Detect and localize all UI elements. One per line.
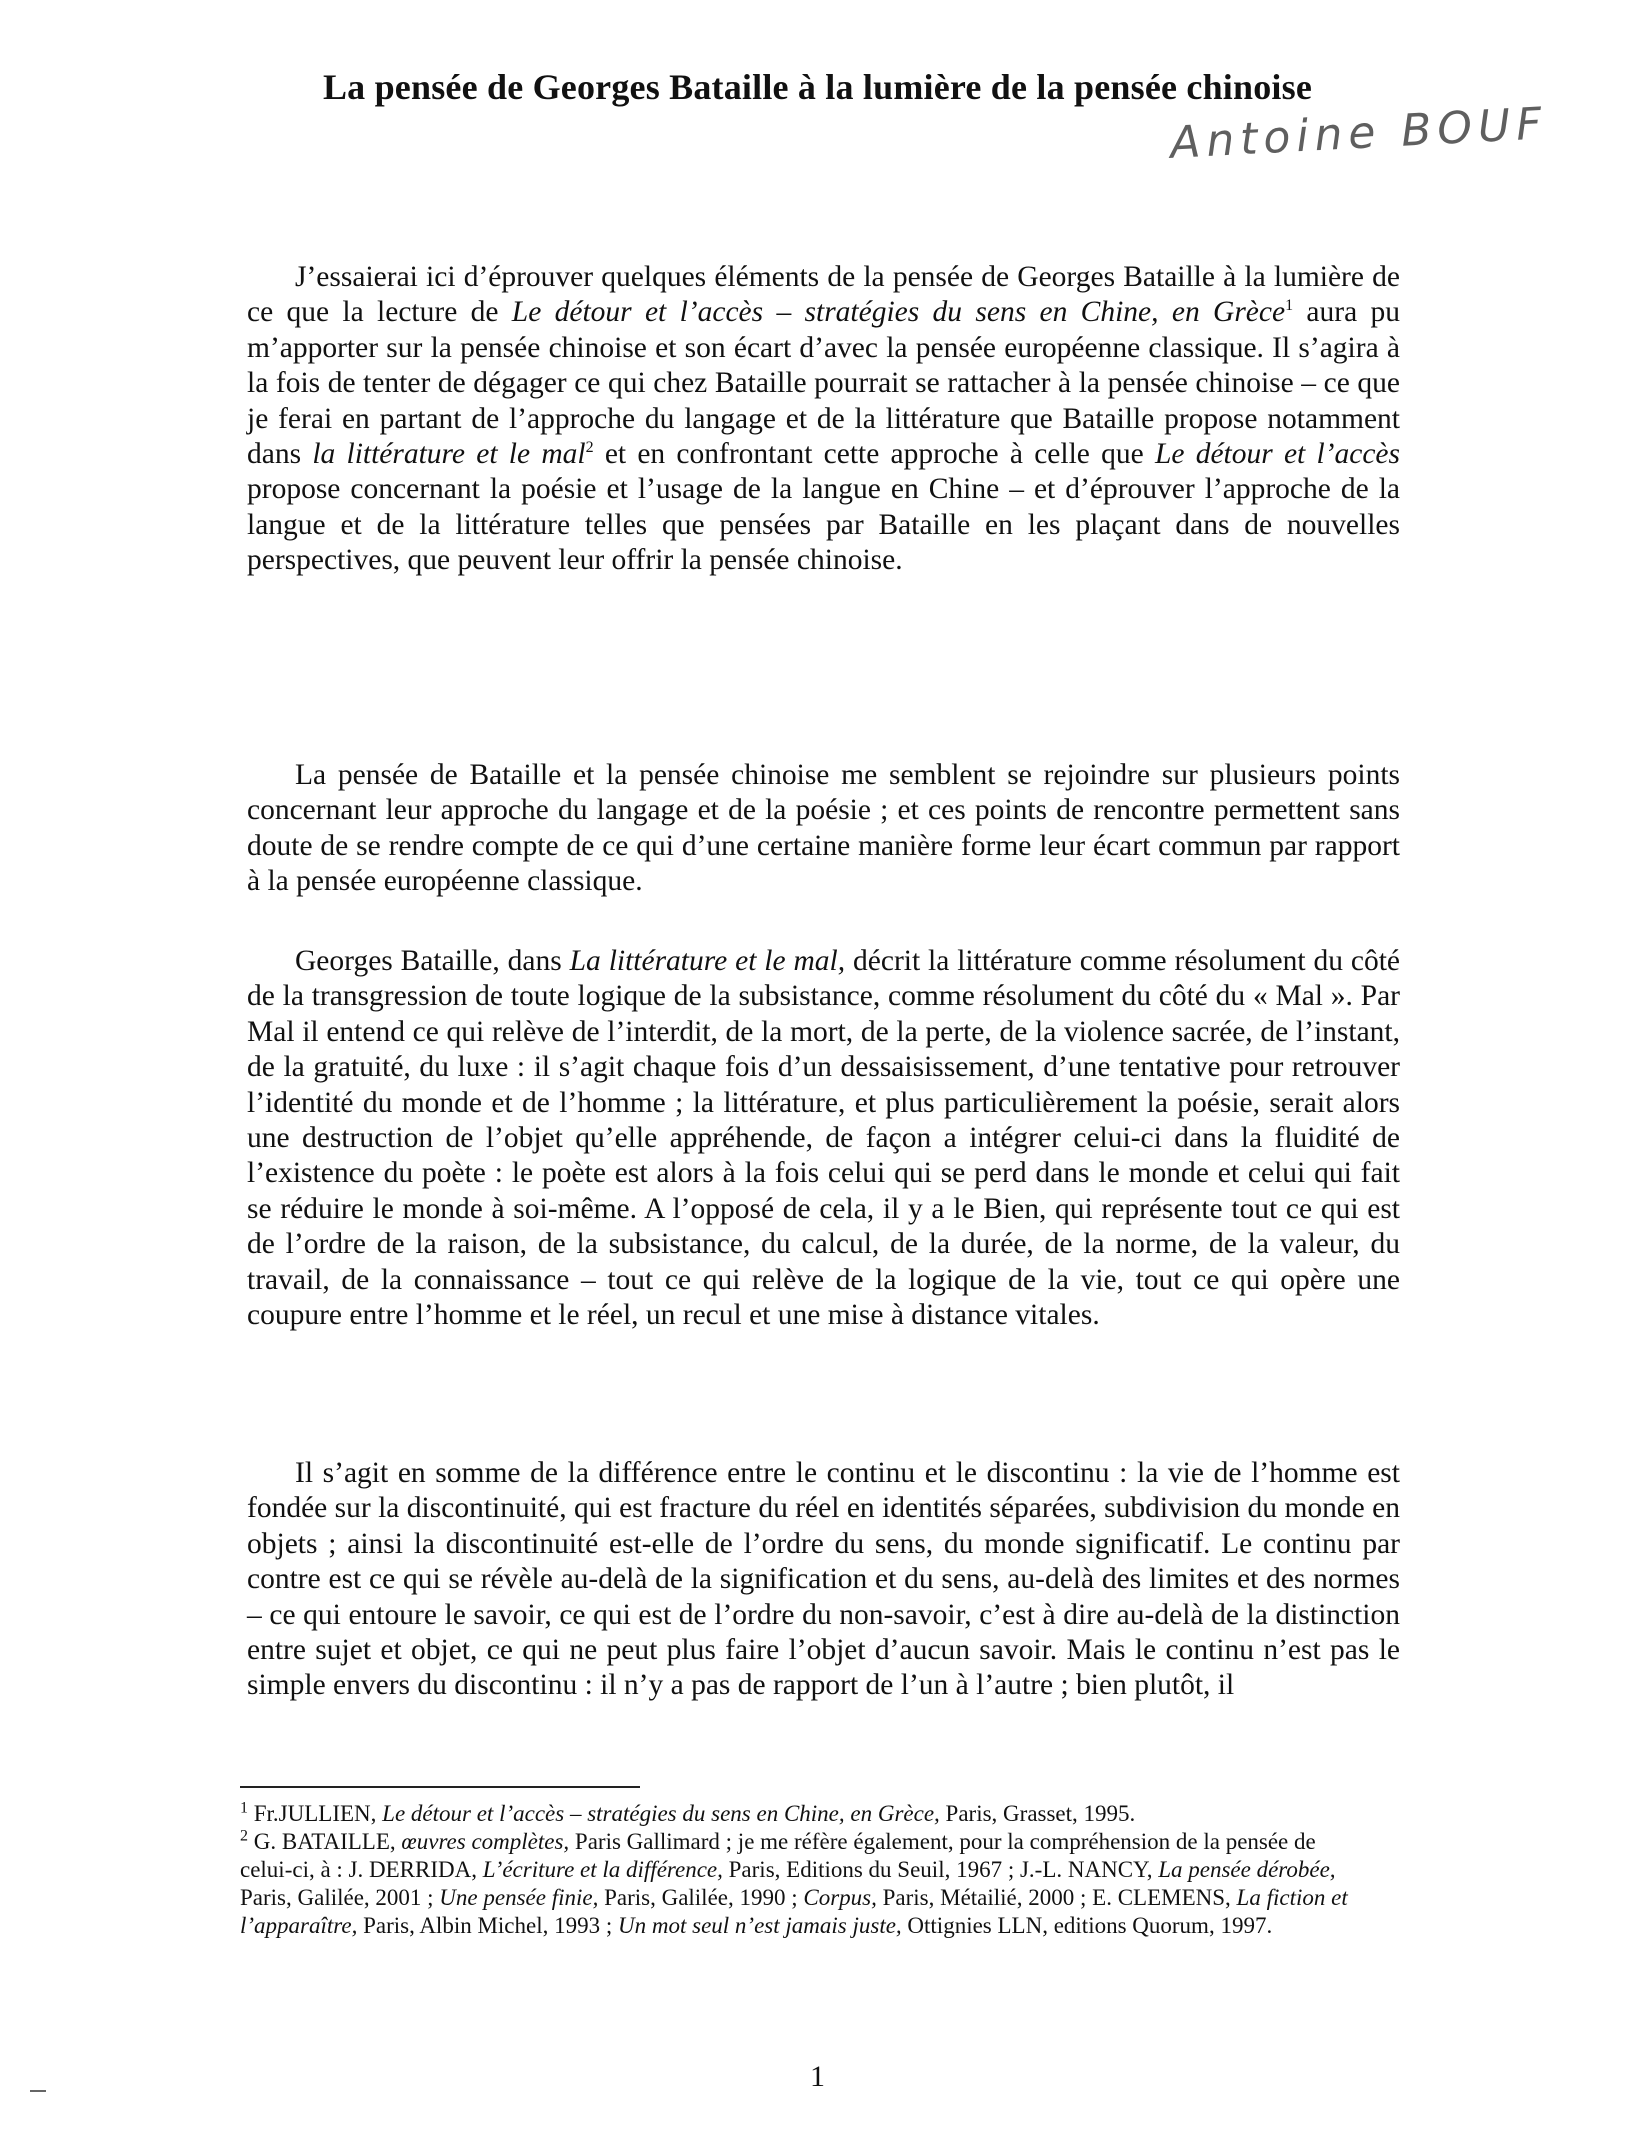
footnote-ref-1: 1 <box>1285 297 1294 315</box>
footnotes <box>240 1800 1360 1940</box>
footnote-1: $^1$ Fr.JULLIEN, Le détour et l’accès – stratégies du sens en Chine, en Grèce, Paris, Grasset, 1995. <box>240 1799 1136 1826</box>
scan-artifact-mark <box>30 2090 46 2092</box>
footnote-2: $^2$ G. BATAILLE, œuvres complètes, Paris Gallimard ; je me réfère également, pour la compréhension de la pensée de celui-ci, à : J. DERRIDA, L’écriture et la différence, Paris, Editions du Seuil, 1967 ; J.-L. NANCY, La pensée dérobée, Paris, Galilée, 2001 ; Une pensée finie, Paris, Galilée, 1990 ; Corpus, Paris, Métailié, 2000 ; E. CLEMENS, La fiction et l’apparaître, Paris, Albin Michel, 1993 ; Un mot seul n’est jamais juste, Ottignies LLN, editions Quorum, 1997. <box>240 1827 1348 1938</box>
footnote-separator <box>240 1786 640 1788</box>
footnote-ref-2: 2 <box>585 439 594 457</box>
body-paragraph: Georges Bataille, dans La littérature et le mal, décrit la littérature comme résolument du côté de la transgression de toute logique de la subsistance, comme résolument du côté du « Mal ». Par Mal il entend ce qui relève de l’interdit, de la mort, de la perte, de la violence sacrée, de l’instant, de la gratuité, du luxe : il s’agit chaque fois d’un dessaisissement, d’une tentative pour retrouver l’identité du monde et de l’homme ; la littérature, et plus particulièrement la poésie, serait alors une destruction de l’objet qu’elle appréhende, de façon a intégrer celui-ci dans la fluidité de l’existence du poète : le poète est alors à la fois celui qui se perd dans le monde et celui qui fait se réduire le monde à soi-même. A l’opposé de cela, il y a le Bien, qui représente tout ce qui est de l’ordre de la raison, de la subsistance, du calcul, de la durée, de la norme, de la valeur, du travail, de la connaissance – tout ce qui relève de la logique de la vie, tout ce qui opère une coupure entre l’homme et le réel, un recul et une mise à distance vitales. <box>247 945 1400 1332</box>
handwritten-author-annotation: Antoine BOUF <box>1168 98 1549 169</box>
book-title-reference: Le détour et l’accès <box>1154 438 1401 471</box>
intro-paragraph: J’essaierai ici d’éprouver quelques éléments de la pensée de Georges Bataille à la lumière de ce que la lecture de Le détour et l’accès – stratégies du sens en Chine, en Grèce$^1$ aura pu m’apporter sur la pensée chinoise et son écart d’avec la pensée européenne classique. Il s’agira à la fois de tenter de dégager ce qui chez Bataille pourrait se rattacher à la pensée chinoise – ce que je ferai en partant de l’approche du langage et de la littérature que Bataille propose notamment dans la littérature et le mal$^2$ et en confrontant cette approche à celle que Le détour et l’accès propose concernant la poésie et l’usage de la langue en Chine – et d’éprouver l’approche de la langue et de la littérature telles que pensées par Bataille en les plaçant dans de nouvelles perspectives, que peuvent leur offrir la pensée chinoise. <box>247 261 1401 577</box>
book-title-reference: La littérature et le mal, <box>569 945 846 977</box>
page-number: 1 <box>810 2060 825 2093</box>
document-title: La pensée de Georges Bataille à la lumière de la pensée chinoise <box>322 67 1313 107</box>
book-title-reference: Le détour et l’accès – stratégies du sens en Chine, en Grèce <box>511 296 1286 329</box>
book-title-reference: la littérature et le mal <box>312 438 586 471</box>
body-paragraph: La pensée de Bataille et la pensée chinoise me semblent se rejoindre sur plusieurs points concernant leur approche du langage et de la poésie ; et ces points de rencontre permettent sans doute de se rendre compte de ce qui d’une certaine manière forme leur écart commun par rapport à la pensée européenne classique. <box>247 759 1400 898</box>
body-paragraph: Il s’agit en somme de la différence entre le continu et le discontinu : la vie de l’homme est fondée sur la discontinuité, qui est fracture du réel en identités séparées, subdivision du monde en objets ; ainsi la discontinuité est-elle de l’ordre du sens, du monde significatif. Le continu par contre est ce qui se révèle au-delà de la signification et du sens, au-delà des limites et des normes – ce qui entoure le savoir, ce qui est de l’ordre du non-savoir, c’est à dire au-delà de la distinction entre sujet et objet, ce qui ne peut plus faire l’objet d’aucun savoir. Mais le continu n’est pas le simple envers du discontinu : il n’y a pas de rapport de l’un à l’autre ; bien plutôt, il <box>247 1457 1400 1702</box>
